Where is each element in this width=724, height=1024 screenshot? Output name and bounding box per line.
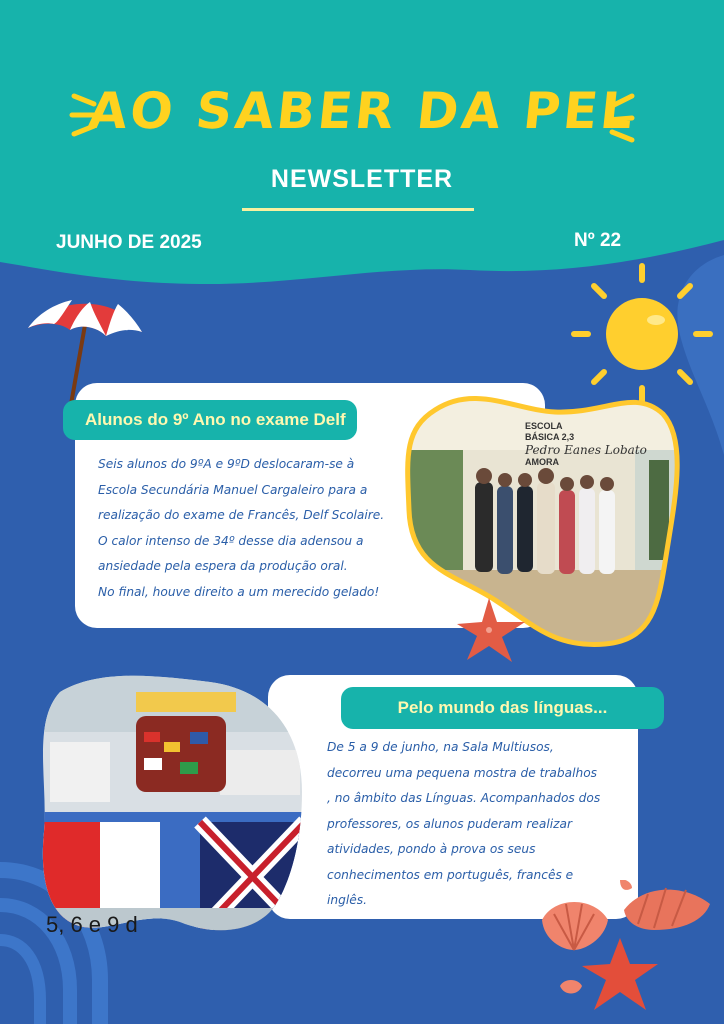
sign-line: ESCOLA [525,421,563,431]
text-line: realização do exame de Francês, Delf Scolaire. [98,508,385,522]
subtitle-underline [242,208,474,211]
issue-date: JUNHO DE 2025 [56,232,202,253]
seashell-icon [620,880,632,890]
newsletter-title: AO SABER DA PEL [85,82,639,140]
text-line: , no âmbito das Línguas. Acompanhados dos [327,791,601,805]
issue-number: Nº 22 [574,230,622,251]
sign-line: BÁSICA 2,3 [525,432,575,442]
newsletter-subtitle: NEWSLETTER [270,165,454,193]
sun-icon [570,262,715,407]
languages-photo [40,672,305,944]
sign-line: Pedro Eanes Lobato [525,443,647,457]
text-line: O calor intenso de 34º desse dia adensou a [98,533,364,548]
seashell-icon [624,888,710,930]
sign-line: AMORA [525,457,559,467]
text-line: Escola Secundária Manuel Cargaleiro para a [98,482,368,497]
text-line: decorreu uma pequena mostra de trabalhos [327,765,598,780]
seashell-icon [560,980,582,994]
text-line: conhecimentos em português, francês e [327,867,574,882]
text-line: No final, houve direito a um merecido gelado! [98,584,380,599]
photo-caption: 5, 6 e 9 d [46,912,138,937]
text-line: atividades, pondo à prova os seus [327,842,536,856]
starfish-icon [455,596,527,664]
school-sign [525,421,647,468]
seashell-icon [542,902,608,950]
text-line: professores, os alunos puderam realizar [327,816,572,831]
text-line: Seis alunos do 9ºA e 9ºD deslocaram-se à [98,457,355,471]
text-line: De 5 a 9 de junho, na Sala Multiusos, [327,740,554,754]
article-body-delf [98,452,398,605]
article-heading-delf: Alunos do 9º Ano no exame Delf [63,400,357,440]
text-line: ansiedade pela espera da produção oral. [98,559,348,573]
text-line: inglês. [327,893,367,907]
starfish-icon [582,938,658,1010]
seashell-group [534,880,724,1024]
article-heading-languages: Pelo mundo das línguas... [341,687,664,729]
